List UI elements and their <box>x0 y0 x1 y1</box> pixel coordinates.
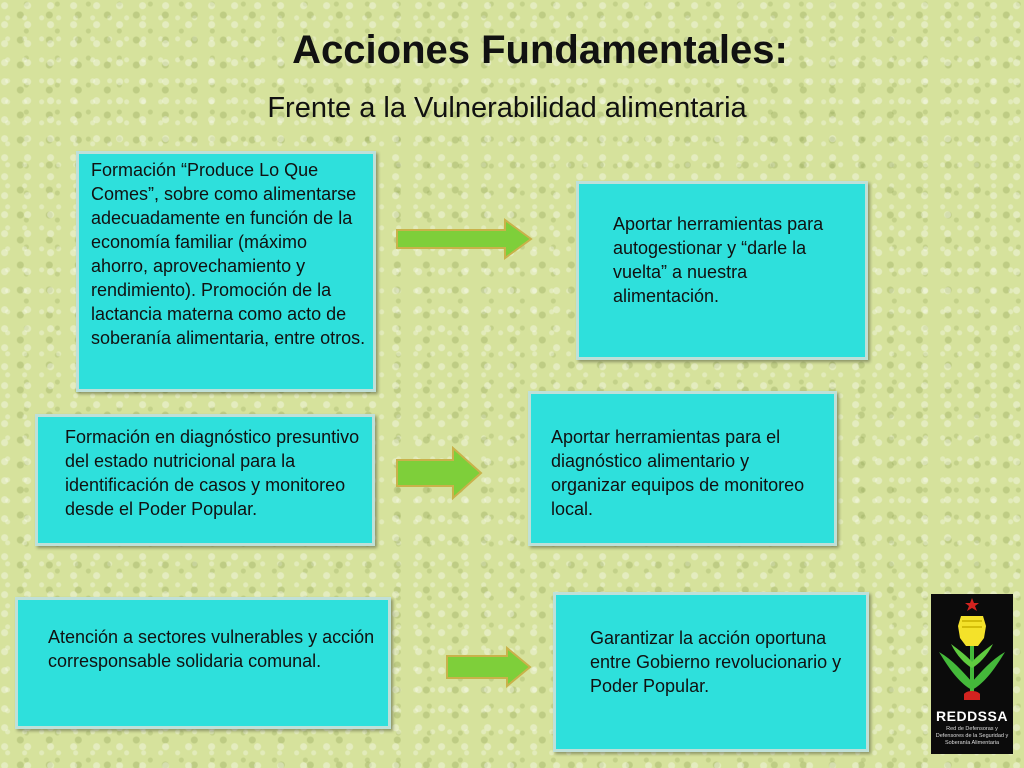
result-box-right-1 <box>576 181 868 360</box>
action-text-left-2: Formación en diagnóstico presuntivo del estado nutricional para la identificación de casos y monitoreo desde el Poder Popular. <box>65 427 360 519</box>
action-box-left-1 <box>76 151 376 392</box>
result-text-right-2: Aportar herramientas para el diagnóstico alimentario y organizar equipos de monitoreo local. <box>551 427 805 519</box>
action-box-left-2 <box>35 414 375 546</box>
result-text-right-3: Garantizar la acción oportuna entre Gobierno revolucionario y Poder Popular. <box>590 628 842 696</box>
arrow-right-icon <box>395 446 485 500</box>
action-box-left-3 <box>15 597 391 729</box>
result-box-right-2 <box>528 391 837 546</box>
arrow-right-icon <box>395 218 535 260</box>
reddssa-logo <box>931 594 1013 754</box>
result-box-right-3 <box>553 592 869 752</box>
arrow-right-icon <box>445 646 533 688</box>
action-text-left-3: Atención a sectores vulnerables y acción corresponsable solidaria comunal. <box>48 627 375 671</box>
action-text-left-1: Formación “Produce Lo Que Comes”, sobre como alimentarse adecuadamente en función de la economía familiar (máximo ahorro, aprovechamiento y rendimiento). Promoción de la lactancia materna como acto de soberanía alimentaria, entre otros. <box>91 160 366 348</box>
logo-title: REDDSSA <box>936 708 1008 724</box>
slide-subtitle: Frente a la Vulnerabilidad alimentaria <box>267 92 747 124</box>
logo-subtitle: Red de Defensoras y Defensores de la Seguridad y Soberanía Alimentaria <box>935 726 1009 746</box>
raised-fist-plant-icon <box>931 594 1013 706</box>
slide-title: Acciones Fundamentales: <box>292 28 788 72</box>
result-text-right-1: Aportar herramientas para autogestionar y “darle la vuelta” a nuestra alimentación. <box>613 214 824 306</box>
